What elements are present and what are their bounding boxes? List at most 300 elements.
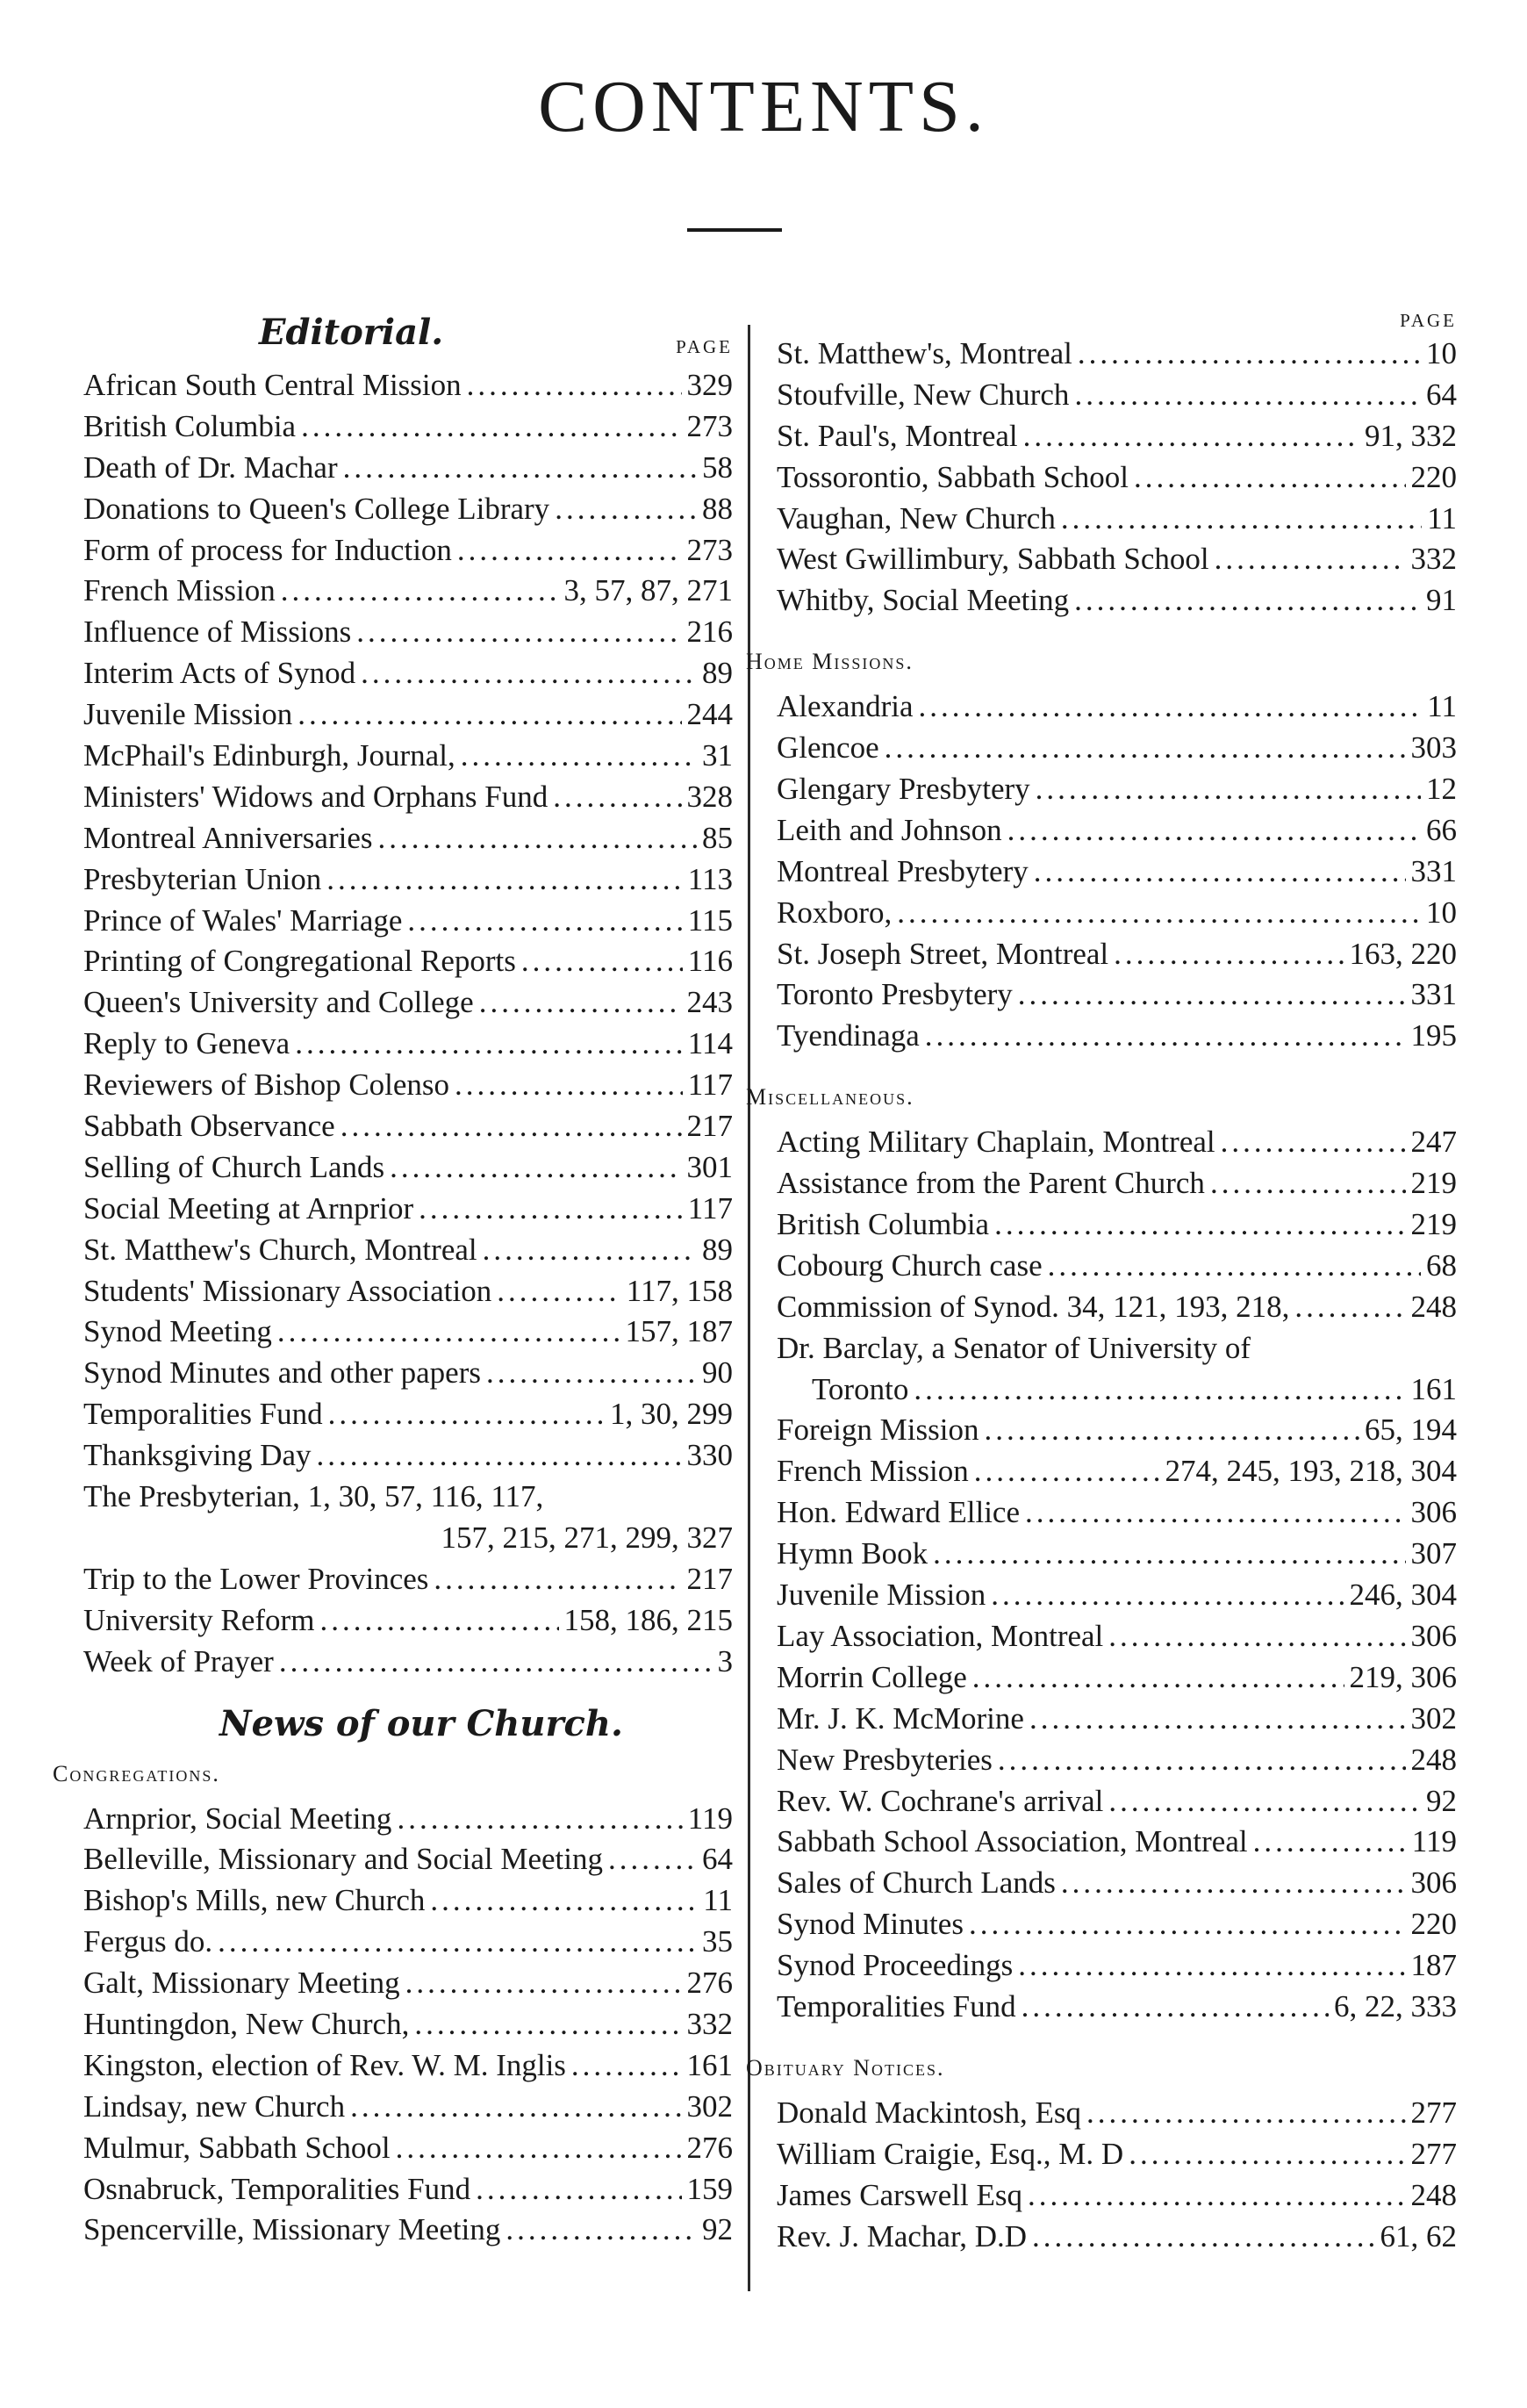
leader-dots xyxy=(461,736,697,777)
toc-entry xyxy=(777,1863,1457,1904)
leader-dots xyxy=(1210,1163,1406,1204)
entry-pages: 64 xyxy=(1426,377,1457,412)
entry-pages: 277 xyxy=(1410,2095,1457,2130)
entry-title: Roxboro, xyxy=(777,895,893,930)
entry-pages: 306 xyxy=(1410,1618,1457,1653)
toc-entry xyxy=(777,1451,1457,1492)
leader-dots xyxy=(1028,2175,1406,2217)
misc-entries-after xyxy=(777,1410,1457,2027)
leader-dots xyxy=(295,1024,683,1065)
entry-pages: 274, 245, 193, 218, 304 xyxy=(1165,1454,1457,1489)
toc-entry xyxy=(83,2087,733,2128)
miscellaneous-label: Miscellaneous. xyxy=(746,1084,914,1111)
entry-title: Belleville, Missionary and Social Meeting xyxy=(83,1842,603,1877)
toc-entry xyxy=(777,810,1457,852)
entry-pages: 115 xyxy=(687,902,733,938)
toc-entry xyxy=(83,2210,733,2251)
home-mission-entries xyxy=(777,686,1457,1057)
entry-title: French Mission xyxy=(777,1454,969,1489)
entry-pages: 10 xyxy=(1426,895,1457,930)
entry-pages: 219 xyxy=(1410,1166,1457,1201)
leader-dots xyxy=(476,2169,681,2210)
toc-entry xyxy=(777,499,1457,540)
leader-dots xyxy=(1036,769,1421,810)
leader-dots xyxy=(969,1904,1406,1945)
entry-title: Tyendinaga xyxy=(777,1018,920,1053)
toc-entry xyxy=(777,769,1457,810)
entry-title: James Carswell Esq xyxy=(777,2177,1022,2212)
entry-title: Acting Military Chaplain, Montreal xyxy=(777,1125,1215,1160)
entry-title: Arnprior, Social Meeting xyxy=(83,1801,392,1836)
toc-entry xyxy=(777,1657,1457,1699)
toc-entry xyxy=(83,1189,733,1230)
entry-pages: 88 xyxy=(702,491,733,526)
news-heading: News of our Church. xyxy=(219,1702,623,1744)
entry-pages: 89 xyxy=(702,656,733,691)
entry-pages: 306 xyxy=(1410,1865,1457,1901)
entry-title: Interim Acts of Synod xyxy=(83,656,356,691)
entry-pages: 216 xyxy=(686,615,733,650)
leader-dots xyxy=(455,1065,683,1106)
entry-title: Printing of Congregational Reports xyxy=(83,944,516,979)
leader-dots xyxy=(356,612,681,653)
toc-entry xyxy=(83,1435,733,1477)
entry-title: British Columbia xyxy=(777,1207,990,1242)
toc-entry xyxy=(83,1024,733,1065)
leader-dots xyxy=(397,1799,682,1840)
toc-entry xyxy=(777,457,1457,499)
entry-title: Sabbath Observance xyxy=(83,1109,335,1144)
entry-pages: 331 xyxy=(1410,977,1457,1012)
entry-title: Students' Missionary Association xyxy=(83,1273,492,1308)
entry-pages: 302 xyxy=(686,2088,733,2124)
entry-pages: 11 xyxy=(1427,689,1457,724)
toc-entry xyxy=(83,941,733,982)
entry-pages: 332 xyxy=(1410,542,1457,577)
leader-dots xyxy=(1032,2217,1374,2258)
entry-title: University Reform xyxy=(83,1602,315,1637)
entry-title: Synod Meeting xyxy=(83,1314,272,1349)
entry-pages: 332 xyxy=(686,2006,733,2041)
leader-dots xyxy=(571,2045,682,2087)
toc-entry xyxy=(83,818,733,859)
leader-dots xyxy=(1078,334,1421,375)
entry-title: Toronto Presbytery xyxy=(777,977,1013,1012)
entry-pages: 329 xyxy=(686,368,733,402)
entry-pages: 58 xyxy=(702,449,733,485)
entry-pages: 187 xyxy=(1410,1948,1457,1983)
entry-title: Lindsay, new Church xyxy=(83,2088,346,2124)
entry-pages: 243 xyxy=(686,985,733,1020)
entry-title: Leith and Johnson xyxy=(777,812,1002,847)
toc-entry xyxy=(83,2004,733,2045)
entry-pages: 244 xyxy=(686,697,733,732)
leader-dots xyxy=(1129,2134,1405,2175)
leader-dots xyxy=(1134,457,1405,499)
leader-dots xyxy=(328,1394,605,1435)
entry-title: Montreal Anniversaries xyxy=(83,820,373,855)
congregation-entries xyxy=(83,1799,733,2252)
entry-pages: 66 xyxy=(1426,812,1457,847)
entry-pages: 3, 57, 87, 271 xyxy=(563,573,733,608)
toc-entry xyxy=(777,1163,1457,1204)
entry-title: Tossorontio, Sabbath School xyxy=(777,459,1129,494)
entry-pages: 1, 30, 299 xyxy=(610,1397,733,1432)
entry-title: Ministers' Widows and Orphans Fund xyxy=(83,779,548,814)
leader-dots xyxy=(1074,375,1421,416)
entry-title: Spencerville, Missionary Meeting xyxy=(83,2212,501,2247)
entry-pages: 217 xyxy=(686,1561,733,1596)
leader-dots xyxy=(1215,539,1406,580)
entry-title: Synod Minutes and other papers xyxy=(83,1355,481,1391)
toc-entry xyxy=(777,1781,1457,1822)
leader-dots xyxy=(1034,852,1406,893)
entry-title: Fergus do. xyxy=(83,1924,213,1959)
toc-entry xyxy=(83,982,733,1024)
toc-entry xyxy=(777,1534,1457,1575)
entry-pages: 92 xyxy=(702,2212,733,2247)
entry-pages: 119 xyxy=(687,1801,733,1836)
toc-entry xyxy=(83,365,733,406)
entry-title: Commission of Synod. 34, 121, 193, 218, xyxy=(777,1289,1290,1324)
entry-title: Alexandria xyxy=(777,689,914,724)
entry-pages: 64 xyxy=(702,1842,733,1877)
leader-dots xyxy=(378,818,698,859)
leader-dots xyxy=(925,1016,1406,1057)
entry-title: Prince of Wales' Marriage xyxy=(83,902,403,938)
entry-title: Glencoe xyxy=(777,730,879,766)
entry-title: Bishop's Mills, new Church xyxy=(83,1883,426,1918)
entry-pages: 119 xyxy=(1411,1824,1457,1859)
entry-pages: 330 xyxy=(686,1438,733,1473)
entry-title: Foreign Mission xyxy=(777,1412,979,1448)
entry-pages: 220 xyxy=(1410,1907,1457,1942)
leader-dots xyxy=(1294,1287,1405,1328)
entry-pages: 195 xyxy=(1410,1018,1457,1053)
leader-dots xyxy=(319,1600,558,1642)
leader-dots xyxy=(1023,416,1359,457)
toc-entry xyxy=(777,1699,1457,1740)
toc-entry xyxy=(83,1065,733,1106)
leader-dots xyxy=(974,1451,1160,1492)
leader-dots xyxy=(343,448,697,489)
leader-dots xyxy=(486,1353,697,1394)
leader-dots xyxy=(998,1740,1406,1781)
entry-title: New Presbyteries xyxy=(777,1742,993,1777)
leader-dots xyxy=(1022,1987,1329,2028)
entry-title: Glengary Presbytery xyxy=(777,772,1030,807)
entry-pages: 89 xyxy=(702,1232,733,1267)
leader-dots xyxy=(1029,1699,1406,1740)
leader-dots xyxy=(1114,934,1344,975)
leader-dots xyxy=(279,1642,713,1683)
entry-title: Stoufville, New Church xyxy=(777,377,1070,412)
toc-entry xyxy=(777,416,1457,457)
entry-pages: 116 xyxy=(687,944,733,979)
entry-pages: 92 xyxy=(1426,1783,1457,1818)
leader-dots xyxy=(326,859,683,901)
page-column-header-right: PAGE xyxy=(1400,310,1457,331)
toc-entry xyxy=(777,1492,1457,1534)
entry-pages: 248 xyxy=(1410,1289,1457,1324)
entry-title: Temporalities Fund xyxy=(83,1397,323,1432)
toc-entry xyxy=(83,901,733,942)
leader-dots xyxy=(918,686,1422,728)
entry-title: Rev. J. Machar, D.D xyxy=(777,2218,1028,2253)
entry-title: Synod Minutes xyxy=(777,1907,964,1942)
toc-entry xyxy=(777,580,1457,622)
entry-pages: 157, 187 xyxy=(625,1314,733,1349)
entry-title: St. Matthew's, Montreal xyxy=(777,336,1072,370)
leader-dots xyxy=(467,365,682,406)
leader-dots xyxy=(430,1880,698,1922)
entry-pages: 91, 332 xyxy=(1365,418,1457,453)
entry-title: Cobourg Church case xyxy=(777,1247,1043,1283)
entry-title: African South Central Mission xyxy=(83,368,462,402)
entry-title: Mr. J. K. McMorine xyxy=(777,1700,1024,1736)
leader-dots xyxy=(885,728,1406,769)
leader-dots xyxy=(218,1922,697,1963)
entry-pages: 11 xyxy=(1427,500,1457,536)
toc-entry xyxy=(777,686,1457,728)
entry-pages: 306 xyxy=(1410,1495,1457,1530)
leader-dots xyxy=(1253,1822,1407,1863)
entry-pages: 6, 22, 333 xyxy=(1334,1988,1457,2023)
toc-entry xyxy=(777,334,1457,375)
editorial-heading: Editorial. xyxy=(259,312,444,353)
entry-title: Queen's University and College xyxy=(83,985,474,1020)
toc-entry xyxy=(777,1122,1457,1163)
entry-title: Osnabruck, Temporalities Fund xyxy=(83,2171,471,2206)
toc-entry xyxy=(83,653,733,694)
toc-entry xyxy=(777,1740,1457,1781)
toc-entry xyxy=(777,1016,1457,1057)
entry-title: Reply to Geneva xyxy=(83,1026,290,1061)
toc-entry xyxy=(777,1204,1457,1246)
leader-dots xyxy=(479,982,682,1024)
editorial-entries xyxy=(83,365,733,1477)
entry-title: Hymn Book xyxy=(777,1536,928,1571)
entry-title: Trip to the Lower Provinces xyxy=(83,1561,429,1596)
entry-pages: 161 xyxy=(1410,1371,1457,1406)
toc-entry xyxy=(83,1271,733,1312)
toc-entry xyxy=(83,1880,733,1922)
toc-entry xyxy=(777,375,1457,416)
entry-pages: 35 xyxy=(702,1924,733,1959)
toc-entry xyxy=(777,2093,1457,2134)
toc-entry xyxy=(777,1616,1457,1657)
page-column-header: PAGE xyxy=(676,336,733,357)
entry-title: Galt, Missionary Meeting xyxy=(83,1966,400,2001)
toc-entry xyxy=(777,2217,1457,2258)
entry-title: Juvenile Mission xyxy=(777,1578,986,1613)
toc-entry xyxy=(83,1799,733,1840)
toc-entry xyxy=(83,448,733,489)
leader-dots xyxy=(350,2087,681,2128)
leader-dots xyxy=(553,777,681,818)
entry-pages: 302 xyxy=(1410,1700,1457,1736)
leader-dots xyxy=(434,1559,681,1600)
toc-entry xyxy=(777,1246,1457,1287)
leader-dots xyxy=(396,2128,682,2169)
entry-pages: 85 xyxy=(702,820,733,855)
leader-dots xyxy=(991,1575,1344,1616)
leader-dots xyxy=(914,1369,1405,1411)
entry-title: Assistance from the Parent Church xyxy=(777,1166,1205,1201)
leader-dots xyxy=(317,1435,682,1477)
entry-title: Mulmur, Sabbath School xyxy=(83,2130,391,2165)
toc-entry xyxy=(777,1987,1457,2028)
presbyterian-entry-line1: The Presbyterian, 1, 30, 57, 116, 117, xyxy=(83,1479,544,1514)
leader-dots xyxy=(994,1204,1405,1246)
toc-entry xyxy=(83,1922,733,1963)
leader-dots xyxy=(457,530,682,571)
leader-dots xyxy=(505,2210,697,2251)
leader-dots xyxy=(361,653,697,694)
leader-dots xyxy=(1061,1863,1406,1904)
congregation-entries-cont xyxy=(777,334,1457,622)
entry-pages: 117 xyxy=(687,1190,733,1226)
toc-entry xyxy=(83,489,733,530)
entry-pages: 117, 158 xyxy=(626,1273,733,1308)
leader-dots xyxy=(281,571,559,612)
entry-pages: 10 xyxy=(1426,336,1457,370)
leader-dots xyxy=(298,694,681,736)
leader-dots xyxy=(972,1657,1344,1699)
entry-pages: 159 xyxy=(686,2171,733,2206)
entry-pages: 90 xyxy=(702,1355,733,1391)
entry-pages: 217 xyxy=(686,1109,733,1144)
toc-entry xyxy=(777,974,1457,1016)
entry-pages: 91 xyxy=(1426,583,1457,618)
leader-dots xyxy=(521,941,683,982)
entry-title: Whitby, Social Meeting xyxy=(777,583,1070,618)
toc-entry xyxy=(83,1394,733,1435)
entry-pages: 117 xyxy=(687,1067,733,1103)
toc-entry xyxy=(83,1147,733,1189)
toc-entry xyxy=(777,1822,1457,1863)
toc-entry xyxy=(83,1312,733,1353)
left-column xyxy=(53,307,733,2251)
title-rule xyxy=(687,228,782,232)
toc-entry xyxy=(777,1410,1457,1451)
toc-entry xyxy=(83,1839,733,1880)
toc-entry xyxy=(83,571,733,612)
entry-title: Presbyterian Union xyxy=(83,861,322,896)
column-divider xyxy=(748,325,750,2291)
toc-entry xyxy=(83,2045,733,2087)
entry-pages: 161 xyxy=(686,2047,733,2082)
misc-entries-before xyxy=(777,1122,1457,1327)
entry-title: Influence of Missions xyxy=(83,615,352,650)
toc-entry xyxy=(83,1106,733,1147)
entry-title: Donald Mackintosh, Esq xyxy=(777,2095,1082,2130)
leader-dots xyxy=(984,1410,1359,1451)
entry-pages: 328 xyxy=(686,779,733,814)
entry-pages: 301 xyxy=(686,1149,733,1184)
entry-title: Selling of Church Lands xyxy=(83,1149,385,1184)
entry-pages: 247 xyxy=(1410,1125,1457,1160)
entry-pages: 114 xyxy=(687,1026,733,1061)
toc-entry xyxy=(777,2134,1457,2175)
page-title: CONTENTS. xyxy=(538,66,989,147)
entry-title: Morrin College xyxy=(777,1659,967,1694)
toc-entry xyxy=(83,1559,733,1600)
entry-title: Rev. W. Cochrane's arrival xyxy=(777,1783,1104,1818)
leader-dots xyxy=(1018,1945,1405,1987)
entry-title: St. Paul's, Montreal xyxy=(777,418,1018,453)
entry-pages: 11 xyxy=(703,1883,733,1918)
entry-pages: 3 xyxy=(717,1643,733,1678)
entry-title: McPhail's Edinburgh, Journal, xyxy=(83,738,455,773)
leader-dots xyxy=(608,1839,697,1880)
editorial-entries-after xyxy=(83,1559,733,1683)
entry-title: Sales of Church Lands xyxy=(777,1865,1056,1901)
entry-title: Thanksgiving Day xyxy=(83,1438,312,1473)
leader-dots xyxy=(1074,580,1421,622)
entry-pages: 331 xyxy=(1410,853,1457,888)
editorial-list xyxy=(83,365,733,1683)
entry-title: Donations to Queen's College Library xyxy=(83,491,550,526)
entry-title: St. Joseph Street, Montreal xyxy=(777,936,1109,971)
entry-pages: 163, 220 xyxy=(1349,936,1457,971)
leader-dots xyxy=(483,1230,697,1271)
toc-entry xyxy=(83,694,733,736)
entry-title: Form of process for Induction xyxy=(83,532,452,567)
toc-entry xyxy=(83,612,733,653)
leader-dots xyxy=(1221,1122,1406,1163)
leader-dots xyxy=(897,893,1421,934)
toc-entry xyxy=(83,777,733,818)
toc-entry xyxy=(83,1963,733,2004)
entry-title: Reviewers of Bishop Colenso xyxy=(83,1067,450,1103)
leader-dots xyxy=(1086,2093,1405,2134)
editorial-heading-row xyxy=(83,307,733,358)
entry-pages: 273 xyxy=(686,532,733,567)
toc-entry xyxy=(83,859,733,901)
obituary-label: Obituary Notices. xyxy=(746,2054,945,2081)
entry-pages: 248 xyxy=(1410,2177,1457,2212)
entry-pages: 303 xyxy=(1410,730,1457,766)
entry-pages: 61, 62 xyxy=(1380,2218,1457,2253)
leader-dots xyxy=(405,1963,682,2004)
entry-pages: 246, 304 xyxy=(1349,1578,1457,1613)
toc-entry xyxy=(777,728,1457,769)
toc-entry xyxy=(777,934,1457,975)
leader-dots xyxy=(419,1189,683,1230)
entry-pages: 158, 186, 215 xyxy=(563,1602,733,1637)
entry-title: Hon. Edward Ellice xyxy=(777,1495,1020,1530)
toc-entry xyxy=(777,852,1457,893)
entry-pages: 248 xyxy=(1410,1742,1457,1777)
entry-title: Huntingdon, New Church, xyxy=(83,2006,410,2041)
entry-pages: 273 xyxy=(686,408,733,443)
toc-entry xyxy=(83,2169,733,2210)
entry-title: Social Meeting at Arnprior xyxy=(83,1190,414,1226)
toc-entry xyxy=(83,1642,733,1683)
barclay-entry-line2 xyxy=(777,1369,1457,1411)
entry-title: St. Matthew's Church, Montreal xyxy=(83,1232,477,1267)
leader-dots xyxy=(1061,499,1422,540)
leader-dots xyxy=(1108,1616,1405,1657)
toc-entry xyxy=(777,1575,1457,1616)
barclay-entry-line1: Dr. Barclay, a Senator of University of xyxy=(777,1330,1251,1365)
entry-title: West Gwillimbury, Sabbath School xyxy=(777,542,1209,577)
presbyterian-entry-line2: 157, 215, 271, 299, 327 xyxy=(441,1520,733,1555)
congregations-label: Congregations. xyxy=(53,1760,220,1786)
leader-dots xyxy=(1018,974,1406,1016)
leader-dots xyxy=(277,1312,620,1353)
